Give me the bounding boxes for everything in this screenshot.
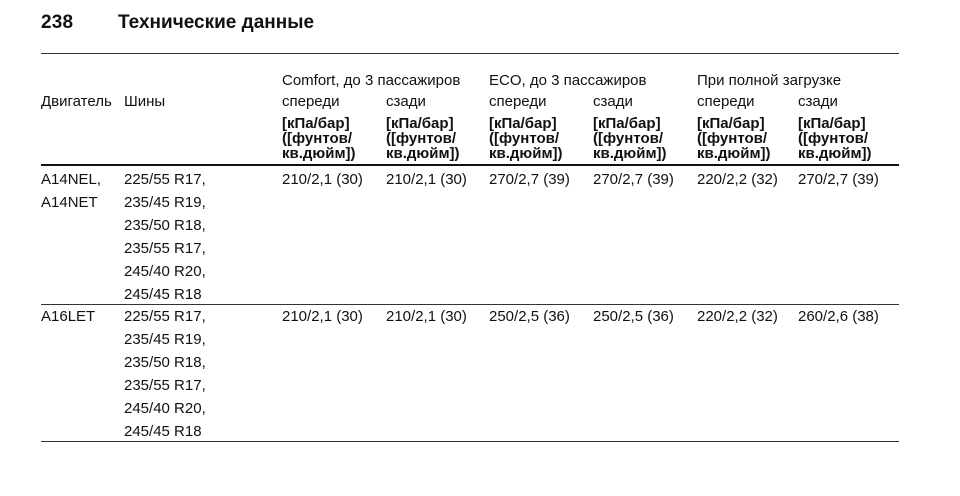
unit-line: кв.дюйм]) bbox=[798, 145, 872, 162]
tire-size: 225/55 R17, bbox=[124, 171, 206, 188]
table-row-2-engine bbox=[41, 305, 95, 328]
group-full-load-heading: При полной загрузке bbox=[697, 72, 842, 89]
unit-line: ([фунтов/ bbox=[593, 130, 664, 147]
pressure-value: 210/2,1 (30) bbox=[386, 171, 467, 188]
pressure-value: 220/2,2 (32) bbox=[697, 171, 778, 188]
tire-size: 235/55 R17, bbox=[124, 240, 206, 257]
unit-label bbox=[282, 116, 356, 161]
unit-label bbox=[386, 116, 460, 161]
page-number: 238 bbox=[41, 12, 74, 33]
tire-size: 235/50 R18, bbox=[124, 354, 206, 371]
table-bottom-divider bbox=[41, 441, 899, 442]
column-comfort-front-header: спереди bbox=[282, 93, 340, 110]
unit-line: ([фунтов/ bbox=[798, 130, 869, 147]
unit-line: [кПа/бар] bbox=[489, 115, 557, 132]
pressure-value: 270/2,7 (39) bbox=[798, 171, 879, 188]
pressure-value: 270/2,7 (39) bbox=[489, 171, 570, 188]
tire-size: 225/55 R17, bbox=[124, 308, 206, 325]
engine-code: A14NEL, bbox=[41, 171, 102, 188]
unit-line: кв.дюйм]) bbox=[697, 145, 771, 162]
unit-line: кв.дюйм]) bbox=[489, 145, 563, 162]
tire-size: 235/45 R19, bbox=[124, 331, 206, 348]
pressure-value: 210/2,1 (30) bbox=[386, 308, 467, 325]
pressure-value: 210/2,1 (30) bbox=[282, 171, 363, 188]
unit-line: кв.дюйм]) bbox=[593, 145, 667, 162]
column-full-front-header: спереди bbox=[697, 93, 755, 110]
unit-line: кв.дюйм]) bbox=[282, 145, 356, 162]
tire-size: 245/40 R20, bbox=[124, 263, 206, 280]
table-header-divider bbox=[41, 164, 899, 166]
column-eco-rear-header: сзади bbox=[593, 93, 633, 110]
engine-code: A14NET bbox=[41, 194, 98, 211]
unit-line: [кПа/бар] bbox=[593, 115, 661, 132]
engine-code: A16LET bbox=[41, 308, 96, 325]
column-comfort-rear-header: сзади bbox=[386, 93, 426, 110]
tire-size: 235/45 R19, bbox=[124, 194, 206, 211]
tire-size: 235/55 R17, bbox=[124, 377, 206, 394]
unit-line: [кПа/бар] bbox=[386, 115, 454, 132]
unit-line: ([фунтов/ bbox=[386, 130, 457, 147]
unit-line: ([фунтов/ bbox=[489, 130, 560, 147]
group-comfort-heading: Comfort, до 3 пассажиров bbox=[282, 72, 461, 89]
table-row-1-engine bbox=[41, 168, 101, 214]
pressure-value: 250/2,5 (36) bbox=[489, 308, 570, 325]
unit-line: [кПа/бар] bbox=[282, 115, 350, 132]
column-tires-header: Шины bbox=[124, 93, 166, 110]
header-divider bbox=[41, 53, 899, 54]
table-row-2-tires bbox=[124, 305, 206, 443]
pressure-value: 220/2,2 (32) bbox=[697, 308, 778, 325]
tire-size: 245/45 R18 bbox=[124, 423, 202, 440]
pressure-value: 270/2,7 (39) bbox=[593, 171, 674, 188]
unit-line: кв.дюйм]) bbox=[386, 145, 460, 162]
unit-label bbox=[697, 116, 771, 161]
unit-line: ([фунтов/ bbox=[282, 130, 353, 147]
column-engine-header: Двигатель bbox=[41, 93, 112, 110]
column-eco-front-header: спереди bbox=[489, 93, 547, 110]
column-full-rear-header: сзади bbox=[798, 93, 838, 110]
tire-size: 245/40 R20, bbox=[124, 400, 206, 417]
tire-size: 235/50 R18, bbox=[124, 217, 206, 234]
unit-label bbox=[489, 116, 563, 161]
tire-size: 245/45 R18 bbox=[124, 286, 202, 303]
unit-line: ([фунтов/ bbox=[697, 130, 768, 147]
pressure-value: 260/2,6 (38) bbox=[798, 308, 879, 325]
pressure-value: 250/2,5 (36) bbox=[593, 308, 674, 325]
unit-line: [кПа/бар] bbox=[697, 115, 765, 132]
unit-label bbox=[798, 116, 872, 161]
page-title: Технические данные bbox=[118, 12, 315, 33]
unit-label bbox=[593, 116, 667, 161]
unit-line: [кПа/бар] bbox=[798, 115, 866, 132]
table-row-1-tires bbox=[124, 168, 206, 306]
group-eco-heading: ECO, до 3 пассажиров bbox=[489, 72, 647, 89]
pressure-value: 210/2,1 (30) bbox=[282, 308, 363, 325]
